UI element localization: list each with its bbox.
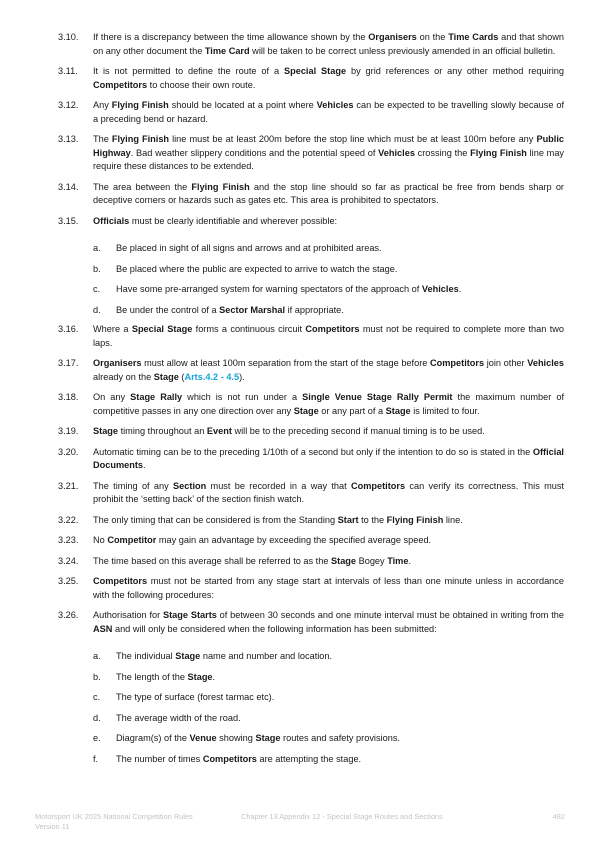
clause-text: If there is a discrepancy between the time allowance shown by the Organisers on the Time Cards and that shown on any other document the Time Card will be taken to be correct unless previously amended in an official bulletin. <box>93 32 564 56</box>
sub-clause-text: Diagram(s) of the Venue showing Stage routes and safety provisions. <box>116 733 400 743</box>
defined-term: Organisers <box>93 358 142 368</box>
clause-number: 3.10. <box>58 32 79 42</box>
clause-text: Organisers must allow at least 100m separation from the start of the stage before Competitors join other Vehicles already on the Stage (Arts.4.2 - 4.5). <box>93 358 564 382</box>
defined-term: Flying Finish <box>191 181 250 192</box>
defined-term: Competitors <box>93 79 148 90</box>
clause-number: 3.15. <box>58 215 79 226</box>
defined-term: Venue <box>189 733 217 743</box>
defined-term: Stage <box>153 371 179 382</box>
defined-term: Stage <box>331 555 357 566</box>
defined-term: Time Card <box>204 45 250 56</box>
clause-number: 3.26. <box>58 610 79 620</box>
clause-3-12 <box>58 99 564 126</box>
sub-clause-label: e. <box>93 733 101 743</box>
clause-text: Stage timing throughout an Event will be to the preceding second if manual timing is to be used. <box>93 426 485 436</box>
clause-number: 3.20. <box>58 446 79 457</box>
defined-term: Start <box>337 514 359 525</box>
clause-text: Where a Special Stage forms a continuous circuit Competitors must not be required to complete more than two laps. <box>93 324 564 348</box>
clause-3-11 <box>58 65 564 92</box>
clause-3-18 <box>58 391 564 418</box>
clause-text: Any Flying Finish should be located at a point where Vehicles can be expected to be travelling slowly because of a preceding bend or hazard. <box>93 100 565 124</box>
clause-3-25 <box>58 575 564 602</box>
defined-term: Section <box>173 480 207 491</box>
footer-chapter: Chapter 13 Appendix 12 - Special Stage Routes and Sections <box>241 812 443 821</box>
defined-term: Single Venue Stage Rally Permit <box>302 392 453 402</box>
clause-text: The Flying Finish line must be at least 200m before the stop line which must be at least 100m before any Public Highway. Bad weather slippery conditions and the potential speed of Vehicles crossing the Flying Finish line may require these distances to be extended. <box>93 134 565 171</box>
clause-number: 3.22. <box>58 514 79 525</box>
defined-term: Official Documents <box>93 446 564 470</box>
clause-3-21 <box>58 480 564 507</box>
defined-term: Special Stage <box>283 66 347 76</box>
sub-clause-item <box>58 242 564 256</box>
sub-clause-label: a. <box>93 243 101 253</box>
article-reference-link[interactable]: Arts.4.2 - 4.5 <box>184 371 240 382</box>
defined-term: Time <box>387 555 409 566</box>
defined-term: Public Highway <box>93 134 565 158</box>
defined-term: Event <box>206 426 232 436</box>
clause-number: 3.16. <box>58 324 79 334</box>
clause-3-14 <box>58 181 564 208</box>
rules-content <box>58 31 564 766</box>
defined-term: Stage <box>187 671 213 682</box>
defined-term: Stage <box>93 426 119 436</box>
defined-term: Competitors <box>202 753 257 764</box>
defined-term: Competitors <box>350 480 406 491</box>
clause-3-15 <box>58 215 564 229</box>
defined-term: Flying Finish <box>111 134 170 144</box>
footer-version: Version 11 <box>35 822 70 831</box>
defined-term: Competitor <box>107 535 157 545</box>
sub-clause-text: Be under the control of a Sector Marshal if appropriate. <box>116 304 344 315</box>
clause-text: The timing of any Section must be recorded in a way that Competitors can verify its correctness. This must prohibit the ‘setting back’ of the section finish watch. <box>93 480 565 504</box>
clause-text: Automatic timing can be to the preceding 1/10th of a second but only if the intention to do so is stated in the Official Documents. <box>93 446 564 470</box>
clause-text: The area between the Flying Finish and the stop line should so far as practical be free from bends sharp or deceptive corners or hazards such as gates etc. This area is prohibited to spectators. <box>93 181 564 205</box>
clause-text: On any Stage Rally which is not run under a Single Venue Stage Rally Permit the maximum number of competitive passes in any one direction over any Stage or any part of a Stage is limited to four. <box>93 392 565 416</box>
clause-number: 3.11. <box>58 66 78 76</box>
sub-clause-label: a. <box>93 651 101 661</box>
defined-term: Stage <box>175 651 201 661</box>
clause-number: 3.24. <box>58 555 79 566</box>
clause-number: 3.14. <box>58 181 79 192</box>
defined-term: Stage <box>255 733 281 743</box>
sub-clause-text: Have some pre-arranged system for warning spectators of the approach of Vehicles. <box>116 284 462 294</box>
defined-term: Flying Finish <box>470 147 527 158</box>
sub-clause-text: Be placed in sight of all signs and arrows and at prohibited areas. <box>116 243 382 253</box>
clause-text: The time based on this average shall be referred to as the Stage Bogey Time. <box>93 555 412 566</box>
defined-term: Time Cards <box>448 32 499 42</box>
defined-term: Officials <box>93 215 130 226</box>
sub-clause-text: The average width of the road. <box>116 712 241 723</box>
defined-term: Competitors <box>430 358 485 368</box>
sub-clause-item <box>58 732 564 746</box>
clause-3-10 <box>58 31 564 58</box>
clause-3-17 <box>58 357 564 384</box>
defined-term: Vehicles <box>527 358 564 368</box>
clause-number: 3.19. <box>58 426 79 436</box>
defined-term: Vehicles <box>421 284 459 294</box>
sub-clause-item <box>58 671 564 685</box>
sub-clause-text: The length of the Stage. <box>116 671 216 682</box>
sub-clause-label: b. <box>93 671 101 682</box>
clause-number: 3.12. <box>58 100 79 110</box>
clause-number: 3.25. <box>58 576 79 586</box>
defined-term: Stage <box>385 405 411 416</box>
defined-term: Vehicles <box>316 100 354 110</box>
footer-page-number: 482 <box>552 812 565 821</box>
footer-rules-title: Motorsport UK 2025 National Competition Rules <box>35 812 193 821</box>
clause-3-19 <box>58 425 564 439</box>
clause-number: 3.17. <box>58 358 79 368</box>
clause-text: No Competitor may gain an advantage by exceeding the specified average speed. <box>93 535 432 545</box>
clause-text: Competitors must not be started from any stage start at intervals of less than one minute unless in accordance with the following procedures: <box>93 576 564 600</box>
clause-number: 3.23. <box>58 535 79 545</box>
defined-term: Competitors <box>93 576 148 586</box>
sub-clause-text: The individual Stage name and number and location. <box>116 651 333 661</box>
defined-term: ASN <box>93 623 113 634</box>
sub-clause-text: Be placed where the public are expected to arrive to watch the stage. <box>116 263 398 274</box>
defined-term: Stage Starts <box>162 610 217 620</box>
sub-clause-text: The type of surface (forest tarmac etc). <box>116 692 275 702</box>
sub-clause-item <box>58 304 564 318</box>
clause-text: It is not permitted to define the route of a Special Stage by grid references or any other method requiring Competitors to choose their own route. <box>93 66 564 90</box>
clause-number: 3.13. <box>58 134 79 144</box>
sub-clause-label: d. <box>93 712 101 723</box>
clause-text: Authorisation for Stage Starts of between 30 seconds and one minute interval must be obtained in writing from the ASN and will only be considered when the following information has been submitted: <box>93 610 564 634</box>
defined-term: Sector Marshal <box>219 304 286 315</box>
sub-clause-label: c. <box>93 284 101 294</box>
defined-term: Stage Rally <box>130 392 183 402</box>
defined-term: Flying Finish <box>111 100 169 110</box>
sub-clause-item <box>58 263 564 277</box>
clause-text: Officials must be clearly identifiable and wherever possible: <box>93 215 338 226</box>
defined-term: Organisers <box>368 32 417 42</box>
clause-3-26 <box>58 609 564 636</box>
defined-term: Competitors <box>305 324 360 334</box>
sub-clause-label: c. <box>93 692 101 702</box>
sub-clause-item <box>58 753 564 767</box>
sub-clause-item <box>58 712 564 726</box>
defined-term: Vehicles <box>378 147 415 158</box>
defined-term: Stage <box>293 405 319 416</box>
clause-3-23 <box>58 534 564 548</box>
sub-clause-label: d. <box>93 304 101 315</box>
sub-clause-item <box>58 691 564 705</box>
clause-3-13 <box>58 133 564 174</box>
clause-text: The only timing that can be considered is from the Standing Start to the Flying Finish line. <box>93 514 463 525</box>
clause-3-22 <box>58 514 564 528</box>
defined-term: Special Stage <box>131 324 193 334</box>
sub-clause-label: f. <box>93 753 99 764</box>
clause-3-20 <box>58 446 564 473</box>
sub-clause-item <box>58 650 564 664</box>
sub-clause-text: The number of times Competitors are attempting the stage. <box>116 753 362 764</box>
clause-3-24 <box>58 555 564 569</box>
defined-term: Flying Finish <box>386 514 444 525</box>
clause-number: 3.18. <box>58 392 79 402</box>
clause-3-16 <box>58 323 564 350</box>
sub-clause-item <box>58 283 564 297</box>
sub-clause-label: b. <box>93 263 101 274</box>
clause-number: 3.21. <box>58 480 79 491</box>
